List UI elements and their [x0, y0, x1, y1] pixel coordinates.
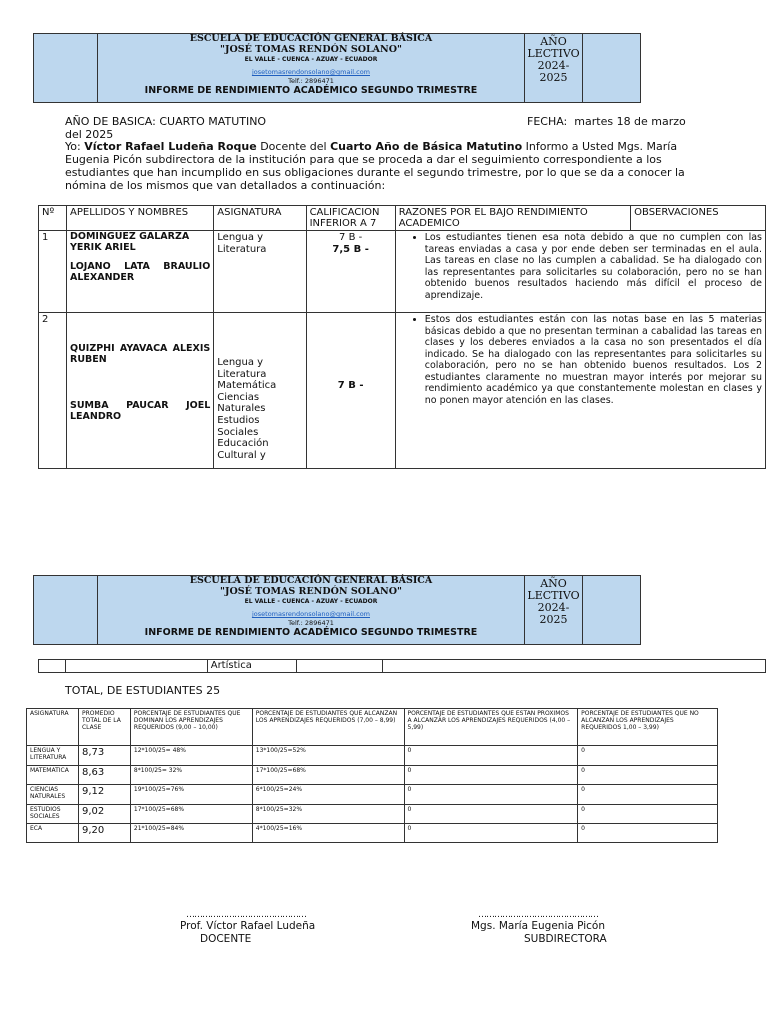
row-num: [39, 660, 66, 673]
header-school-cell: [98, 576, 525, 644]
stats-dominate: 12*100/25= 48%: [130, 746, 252, 766]
row-students: [65, 660, 207, 673]
stats-near: 0: [404, 766, 578, 785]
intro-yo: Yo:: [65, 140, 81, 153]
date-value: martes 18 de marzo: [574, 115, 686, 128]
stats-average: 8,73: [78, 746, 130, 766]
row-students: [67, 313, 214, 469]
subdirector-signature-line: ………………………………………: [478, 910, 598, 920]
report-header-2: [33, 575, 641, 645]
subject-text: Matemática: [217, 380, 277, 392]
row-reason: [395, 313, 765, 469]
stats-near: 0: [404, 746, 578, 766]
stats-average: 9,12: [78, 785, 130, 805]
stats-col-not: PORCENTAJE DE ESTUDIANTES QUE NO ALCANZAN LOS APRENDIZAJES REQUERIDOS 1,00 – 3,99): [578, 709, 718, 746]
grade-line: AÑO DE BASICA: CUARTO MATUTINO: [65, 115, 267, 128]
col-grade-line2: INFERIOR A 7: [309, 218, 377, 229]
table-row: [27, 766, 718, 785]
row-subject: [214, 313, 306, 469]
reason-item: • Los estudiantes tienen esa nota debido a que no cumplen con las tareas enviadas a casa y por ende deben ser terminadas en el aula. Las tareas en clase no las cumplen a cabalidad. Se ha dialogado con las representantes para solicitarles su colaboración, pero no se han obtenido buenos resultados haciendo más difícil el proceso de aprendizaje.: [425, 232, 762, 301]
stats-near: 0: [404, 824, 578, 843]
school-phone: Telf.: 2896471: [288, 77, 334, 85]
intro-docente: Docente del: [260, 140, 327, 153]
stats-dominate: 8*100/25= 32%: [130, 766, 252, 785]
reason-list: [399, 314, 762, 406]
stats-col-subject: ASIGNATURA: [27, 709, 79, 746]
stats-subject: CIENCIAS NATURALES: [27, 785, 79, 805]
header-school-cell: [98, 34, 525, 102]
subject-text: Literatura: [217, 243, 267, 255]
school-email[interactable]: josetomasrendonsolano@gmail.com: [251, 68, 370, 76]
stats-reach: 6*100/25=24%: [252, 785, 404, 805]
stats-subject: ECA: [27, 824, 79, 843]
stats-table: [26, 708, 718, 843]
stats-col-dominate: PORCENTAJE DE ESTUDIANTES QUE DOMINAN LOS APRENDIZAJES REQUERIDOS (9,00 – 10,00): [130, 709, 252, 746]
stats-average: 9,20: [78, 824, 130, 843]
total-students: TOTAL, DE ESTUDIANTES 25: [65, 684, 221, 697]
school-title: "JOSÉ TOMAS RENDÓN SOLANO": [220, 586, 402, 597]
stats-near: 0: [404, 805, 578, 824]
stats-dominate: 19*100/25=76%: [130, 785, 252, 805]
table-header-row: [39, 206, 766, 231]
subject-text: Lengua y: [217, 357, 264, 368]
stats-average: 9,02: [78, 805, 130, 824]
year-label: AÑO: [540, 577, 567, 590]
subject-text: Lengua y: [217, 232, 264, 243]
stats-dominate: 17*100/25=68%: [130, 805, 252, 824]
intro-paragraph: [65, 140, 691, 192]
subject-text: Literatura: [217, 368, 267, 380]
header-empty-cell: [583, 34, 641, 102]
subject-text: Naturales: [217, 403, 266, 415]
report-header-1: [33, 33, 641, 103]
stats-reach: 13*100/25=52%: [252, 746, 404, 766]
student-name: SUMBA PAUCAR JOEL LEANDRO: [70, 400, 211, 422]
subject-text: Estudios: [217, 414, 260, 426]
school-email[interactable]: josetomasrendonsolano@gmail.com: [251, 610, 370, 618]
stats-reach: 17*100/25=68%: [252, 766, 404, 785]
school-phone: Telf.: 2896471: [288, 619, 334, 627]
stats-not: 0: [578, 785, 718, 805]
table-row: [39, 231, 766, 313]
row-reason: [395, 231, 765, 313]
year-label-2: LECTIVO: [527, 47, 580, 60]
date-label: FECHA:: [527, 115, 568, 128]
school-location: EL VALLE - CUENCA - AZUAY - ECUADOR: [244, 598, 378, 605]
course-name: Cuarto Año de Básica Matutino: [330, 140, 523, 153]
stats-not: 0: [578, 746, 718, 766]
stats-col-near: PORCENTAJE DE ESTUDIANTES QUE ESTAN PROXIMOS A ALCANZAR LOS APRENDIZAJES REQUERIDOS (4,00 – 5,99): [404, 709, 578, 746]
school-location: EL VALLE - CUENCA - AZUAY - ECUADOR: [244, 56, 378, 63]
stats-subject: ESTUDIOS SOCIALES: [27, 805, 79, 824]
student-name: DOMINGUEZ GALARZA YERIK ARIEL: [70, 231, 190, 253]
reason-list: [399, 232, 762, 301]
student-name: LOJANO LATA BRAULIO ALEXANDER: [70, 261, 211, 283]
col-subject: ASIGNATURA: [214, 206, 306, 231]
table-row: [39, 313, 766, 469]
row-num: 1: [39, 231, 67, 313]
table-row: [27, 785, 718, 805]
school-year-cell: [525, 576, 583, 644]
year-value: 2024-2025: [537, 601, 570, 626]
stats-subject: LENGUA Y LITERATURA: [27, 746, 79, 766]
stats-subject: MATEMATICA: [27, 766, 79, 785]
students-table: [38, 205, 766, 469]
year-label-2: LECTIVO: [527, 589, 580, 602]
table-row: [27, 746, 718, 766]
col-observations: OBSERVACIONES: [631, 206, 766, 231]
teacher-name: Víctor Rafael Ludeña Roque: [84, 140, 257, 153]
subdirector-signature-role: SUBDIRECTORA: [524, 933, 607, 945]
stats-header-row: [27, 709, 718, 746]
grade-value: 7,5 B -: [332, 243, 369, 255]
subject-text: Sociales: [217, 426, 259, 438]
col-reasons-line2: ACADEMICO: [398, 218, 460, 229]
col-reasons-line1: RAZONES POR EL BAJO RENDIMIENTO: [398, 207, 588, 218]
stats-reach: 4*100/25=16%: [252, 824, 404, 843]
table-row: [27, 824, 718, 843]
report-title: INFORME DE RENDIMIENTO ACADÉMICO SEGUNDO TRIMESTRE: [144, 627, 478, 638]
header-empty-cell: [583, 576, 641, 644]
students-table-continued: [38, 659, 766, 673]
school-name: ESCUELA DE EDUCACIÓN GENERAL BÁSICA: [189, 575, 433, 586]
row-grade: [296, 660, 382, 673]
stats-col-average: PROMEDIO TOTAL DE LA CLASE: [78, 709, 130, 746]
row-grade: [306, 231, 395, 313]
row-reason: [382, 660, 765, 673]
col-names: APELLIDOS Y NOMBRES: [67, 206, 214, 231]
stats-not: 0: [578, 824, 718, 843]
header-logo-cell: [34, 576, 98, 644]
col-num: Nº: [39, 206, 67, 231]
student-name: QUIZPHI AYAVACA ALEXIS RUBEN: [70, 343, 211, 365]
subject-text: Cultural y: [217, 449, 266, 461]
year-label: AÑO: [540, 35, 567, 48]
stats-not: 0: [578, 766, 718, 785]
row-subject: [214, 231, 306, 313]
table-row: [27, 805, 718, 824]
teacher-signature-line: ………………………………………: [186, 910, 306, 920]
school-title: "JOSÉ TOMAS RENDÓN SOLANO": [220, 44, 402, 55]
row-grade: 7 B -: [306, 313, 395, 469]
date-continued: del 2025: [65, 128, 114, 141]
date-line: [527, 115, 686, 128]
reason-item: • Estos dos estudiantes están con las notas base en las 5 materias básicas debido a que no presentan terminan a cabalidad las tareas en clases y los deberes enviados a la casa no son presentados el día indicado. Se ha dialogado con las representantes para solicitarles su colaboración, pero no se han obtenido buenos resultados. Los 2 estudiantes claramente no muestran mayor interés por mejorar su rendimiento académico ya que constantemente molestan en clases y no ponen mayor atención en las clases.: [425, 314, 762, 406]
row-subject: Artística: [207, 660, 296, 673]
stats-near: 0: [404, 785, 578, 805]
table-row: [39, 660, 766, 673]
stats-col-reach: PORCENTAJE DE ESTUDIANTES QUE ALCANZAN LOS APRENDIZAJES REQUERIDOS (7,00 – 8,99): [252, 709, 404, 746]
header-logo-cell: [34, 34, 98, 102]
stats-reach: 8*100/25=32%: [252, 805, 404, 824]
subdirector-signature-name: Mgs. María Eugenia Picón: [471, 920, 605, 932]
grade-value: 7 B -: [339, 232, 363, 243]
col-reasons: [395, 206, 630, 231]
subject-text: Educación: [217, 438, 269, 450]
stats-not: 0: [578, 805, 718, 824]
stats-average: 8,63: [78, 766, 130, 785]
report-title: INFORME DE RENDIMIENTO ACADÉMICO SEGUNDO TRIMESTRE: [144, 85, 478, 96]
teacher-signature-name: Prof. Víctor Rafael Ludeña: [180, 920, 316, 932]
stats-dominate: 21*100/25=84%: [130, 824, 252, 843]
school-name: ESCUELA DE EDUCACIÓN GENERAL BÁSICA: [189, 33, 433, 44]
teacher-signature-role: DOCENTE: [200, 933, 252, 945]
col-grade-line1: CALIFICACION: [309, 207, 380, 218]
row-num: 2: [39, 313, 67, 469]
school-year-cell: [525, 34, 583, 102]
intro-rest: Informo a Usted Mgs. María Eugenia Picón subdirectora de la institución para que se proceda a dar el seguimiento correspondiente a los estudiantes que han incumplido en sus obligaciones durante el segundo trimestre, por lo que se da a conocer la nómina de los mismos que van detallados a continuación:: [65, 140, 685, 192]
subject-text: Ciencias: [217, 391, 260, 403]
year-value: 2024-2025: [537, 59, 570, 84]
row-students: [67, 231, 214, 313]
col-grade: [306, 206, 395, 231]
